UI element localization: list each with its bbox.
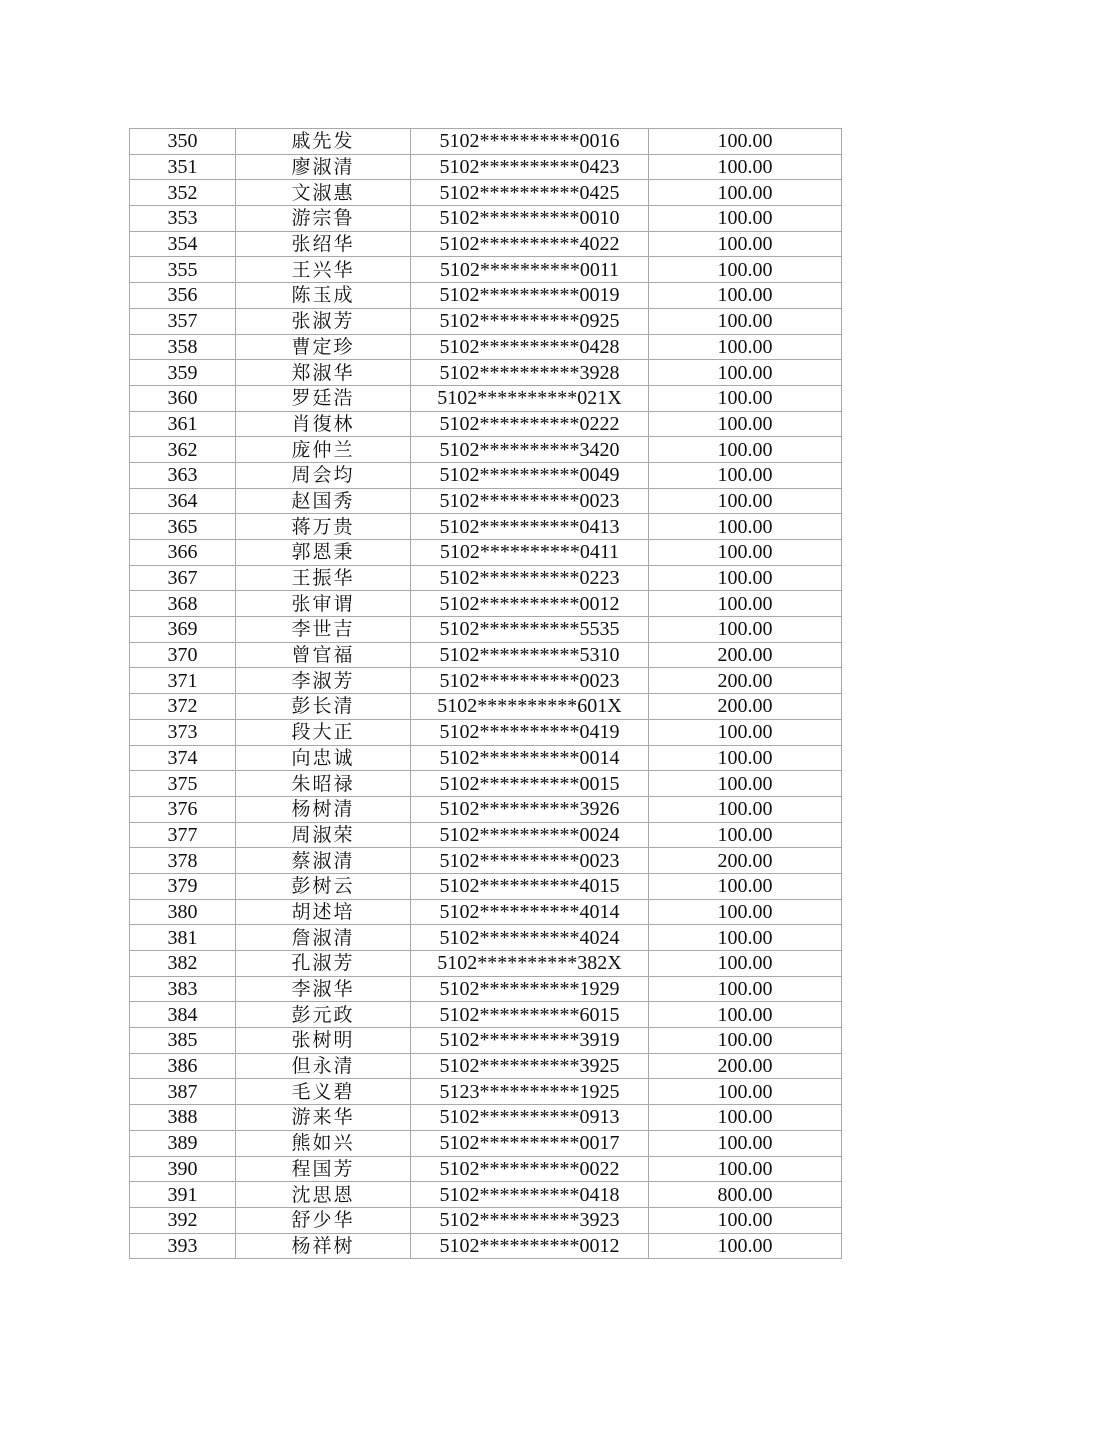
- table-row: [130, 411, 842, 437]
- records-body: [130, 129, 842, 1259]
- id-number-cell: 5102**********0014: [411, 745, 649, 771]
- amount-cell: 200.00: [649, 848, 842, 874]
- id-number-cell: 5102**********0222: [411, 411, 649, 437]
- table-row: [130, 617, 842, 643]
- row-number-cell: 366: [130, 540, 236, 566]
- id-number-cell: 5102**********5310: [411, 642, 649, 668]
- amount-cell: 100.00: [649, 617, 842, 643]
- row-number-cell: 380: [130, 899, 236, 925]
- amount-cell: 100.00: [649, 951, 842, 977]
- name-cell: 曹定珍: [236, 334, 411, 360]
- table-row: [130, 899, 842, 925]
- amount-cell: 100.00: [649, 231, 842, 257]
- table-row: [130, 437, 842, 463]
- table-row: [130, 642, 842, 668]
- row-number-cell: 354: [130, 231, 236, 257]
- row-number-cell: 372: [130, 694, 236, 720]
- amount-cell: 100.00: [649, 180, 842, 206]
- id-number-cell: 5102**********0015: [411, 771, 649, 797]
- name-cell: 蒋万贵: [236, 514, 411, 540]
- id-number-cell: 5102**********0022: [411, 1156, 649, 1182]
- table-row: [130, 694, 842, 720]
- name-cell: 游宗鲁: [236, 206, 411, 232]
- id-number-cell: 5102**********0023: [411, 488, 649, 514]
- name-cell: 朱昭禄: [236, 771, 411, 797]
- row-number-cell: 393: [130, 1233, 236, 1259]
- row-number-cell: 378: [130, 848, 236, 874]
- name-cell: 郭恩秉: [236, 540, 411, 566]
- id-number-cell: 5102**********0423: [411, 154, 649, 180]
- row-number-cell: 351: [130, 154, 236, 180]
- id-number-cell: 5102**********3923: [411, 1207, 649, 1233]
- row-number-cell: 361: [130, 411, 236, 437]
- table-row: [130, 976, 842, 1002]
- amount-cell: 100.00: [649, 206, 842, 232]
- id-number-cell: 5102**********021X: [411, 385, 649, 411]
- amount-cell: 100.00: [649, 899, 842, 925]
- id-number-cell: 5102**********0011: [411, 257, 649, 283]
- name-cell: 郑淑华: [236, 360, 411, 386]
- id-number-cell: 5123**********1925: [411, 1079, 649, 1105]
- row-number-cell: 369: [130, 617, 236, 643]
- table-row: [130, 385, 842, 411]
- row-number-cell: 359: [130, 360, 236, 386]
- table-row: [130, 514, 842, 540]
- amount-cell: 100.00: [649, 591, 842, 617]
- table-row: [130, 565, 842, 591]
- row-number-cell: 352: [130, 180, 236, 206]
- name-cell: 肖復林: [236, 411, 411, 437]
- table-row: [130, 334, 842, 360]
- row-number-cell: 388: [130, 1105, 236, 1131]
- name-cell: 彭长清: [236, 694, 411, 720]
- name-cell: 彭元政: [236, 1002, 411, 1028]
- amount-cell: 100.00: [649, 1156, 842, 1182]
- amount-cell: 200.00: [649, 694, 842, 720]
- row-number-cell: 357: [130, 308, 236, 334]
- amount-cell: 100.00: [649, 771, 842, 797]
- id-number-cell: 5102**********0023: [411, 848, 649, 874]
- id-number-cell: 5102**********0024: [411, 822, 649, 848]
- name-cell: 王振华: [236, 565, 411, 591]
- id-number-cell: 5102**********1929: [411, 976, 649, 1002]
- id-number-cell: 5102**********0017: [411, 1130, 649, 1156]
- id-number-cell: 5102**********0418: [411, 1182, 649, 1208]
- amount-cell: 100.00: [649, 745, 842, 771]
- id-number-cell: 5102**********3919: [411, 1028, 649, 1054]
- row-number-cell: 385: [130, 1028, 236, 1054]
- table-row: [130, 745, 842, 771]
- row-number-cell: 371: [130, 668, 236, 694]
- name-cell: 李世吉: [236, 617, 411, 643]
- name-cell: 沈思恩: [236, 1182, 411, 1208]
- amount-cell: 100.00: [649, 411, 842, 437]
- name-cell: 杨树清: [236, 796, 411, 822]
- id-number-cell: 5102**********0012: [411, 591, 649, 617]
- amount-cell: 100.00: [649, 1233, 842, 1259]
- table-row: [130, 951, 842, 977]
- id-number-cell: 5102**********4015: [411, 873, 649, 899]
- table-row: [130, 822, 842, 848]
- amount-cell: 100.00: [649, 822, 842, 848]
- amount-cell: 100.00: [649, 540, 842, 566]
- amount-cell: 200.00: [649, 642, 842, 668]
- records-table: [129, 128, 842, 1259]
- row-number-cell: 373: [130, 719, 236, 745]
- row-number-cell: 391: [130, 1182, 236, 1208]
- row-number-cell: 392: [130, 1207, 236, 1233]
- name-cell: 曾官福: [236, 642, 411, 668]
- id-number-cell: 5102**********3925: [411, 1053, 649, 1079]
- id-number-cell: 5102**********0019: [411, 283, 649, 309]
- amount-cell: 100.00: [649, 796, 842, 822]
- name-cell: 胡述培: [236, 899, 411, 925]
- amount-cell: 100.00: [649, 1105, 842, 1131]
- table-row: [130, 1182, 842, 1208]
- amount-cell: 100.00: [649, 129, 842, 155]
- id-number-cell: 5102**********4022: [411, 231, 649, 257]
- id-number-cell: 5102**********0411: [411, 540, 649, 566]
- id-number-cell: 5102**********5535: [411, 617, 649, 643]
- table-row: [130, 462, 842, 488]
- row-number-cell: 355: [130, 257, 236, 283]
- name-cell: 李淑芳: [236, 668, 411, 694]
- id-number-cell: 5102**********3926: [411, 796, 649, 822]
- table-row: [130, 360, 842, 386]
- name-cell: 毛义碧: [236, 1079, 411, 1105]
- id-number-cell: 5102**********0016: [411, 129, 649, 155]
- table-row: [130, 796, 842, 822]
- amount-cell: 100.00: [649, 360, 842, 386]
- id-number-cell: 5102**********0413: [411, 514, 649, 540]
- amount-cell: 100.00: [649, 1002, 842, 1028]
- amount-cell: 100.00: [649, 1079, 842, 1105]
- id-number-cell: 5102**********0010: [411, 206, 649, 232]
- row-number-cell: 379: [130, 873, 236, 899]
- row-number-cell: 384: [130, 1002, 236, 1028]
- row-number-cell: 362: [130, 437, 236, 463]
- name-cell: 戚先发: [236, 129, 411, 155]
- name-cell: 游来华: [236, 1105, 411, 1131]
- name-cell: 庞仲兰: [236, 437, 411, 463]
- table-row: [130, 154, 842, 180]
- table-row: [130, 308, 842, 334]
- row-number-cell: 358: [130, 334, 236, 360]
- name-cell: 陈玉成: [236, 283, 411, 309]
- table-row: [130, 283, 842, 309]
- amount-cell: 100.00: [649, 1028, 842, 1054]
- row-number-cell: 387: [130, 1079, 236, 1105]
- row-number-cell: 389: [130, 1130, 236, 1156]
- id-number-cell: 5102**********4024: [411, 925, 649, 951]
- name-cell: 孔淑芳: [236, 951, 411, 977]
- row-number-cell: 365: [130, 514, 236, 540]
- row-number-cell: 356: [130, 283, 236, 309]
- name-cell: 张淑芳: [236, 308, 411, 334]
- id-number-cell: 5102**********0428: [411, 334, 649, 360]
- table-row: [130, 848, 842, 874]
- row-number-cell: 368: [130, 591, 236, 617]
- name-cell: 罗廷浩: [236, 385, 411, 411]
- id-number-cell: 5102**********0049: [411, 462, 649, 488]
- table-row: [130, 925, 842, 951]
- amount-cell: 200.00: [649, 668, 842, 694]
- amount-cell: 100.00: [649, 514, 842, 540]
- id-number-cell: 5102**********0925: [411, 308, 649, 334]
- table-row: [130, 1156, 842, 1182]
- id-number-cell: 5102**********3420: [411, 437, 649, 463]
- name-cell: 段大正: [236, 719, 411, 745]
- table-row: [130, 206, 842, 232]
- table-row: [130, 257, 842, 283]
- table-row: [130, 668, 842, 694]
- id-number-cell: 5102**********6015: [411, 1002, 649, 1028]
- amount-cell: 100.00: [649, 308, 842, 334]
- name-cell: 杨祥树: [236, 1233, 411, 1259]
- table-row: [130, 1079, 842, 1105]
- name-cell: 廖淑清: [236, 154, 411, 180]
- row-number-cell: 381: [130, 925, 236, 951]
- row-number-cell: 374: [130, 745, 236, 771]
- table-row: [130, 873, 842, 899]
- amount-cell: 100.00: [649, 565, 842, 591]
- row-number-cell: 383: [130, 976, 236, 1002]
- name-cell: 程国芳: [236, 1156, 411, 1182]
- amount-cell: 100.00: [649, 257, 842, 283]
- name-cell: 但永清: [236, 1053, 411, 1079]
- id-number-cell: 5102**********0419: [411, 719, 649, 745]
- name-cell: 赵国秀: [236, 488, 411, 514]
- table-row: [130, 129, 842, 155]
- table-row: [130, 719, 842, 745]
- table-row: [130, 540, 842, 566]
- amount-cell: 100.00: [649, 976, 842, 1002]
- row-number-cell: 376: [130, 796, 236, 822]
- id-number-cell: 5102**********382X: [411, 951, 649, 977]
- name-cell: 张树明: [236, 1028, 411, 1054]
- table-row: [130, 591, 842, 617]
- row-number-cell: 390: [130, 1156, 236, 1182]
- row-number-cell: 360: [130, 385, 236, 411]
- id-number-cell: 5102**********0913: [411, 1105, 649, 1131]
- table-row: [130, 1207, 842, 1233]
- amount-cell: 100.00: [649, 154, 842, 180]
- id-number-cell: 5102**********601X: [411, 694, 649, 720]
- name-cell: 张审谓: [236, 591, 411, 617]
- table-row: [130, 1028, 842, 1054]
- id-number-cell: 5102**********0012: [411, 1233, 649, 1259]
- id-number-cell: 5102**********3928: [411, 360, 649, 386]
- name-cell: 詹淑清: [236, 925, 411, 951]
- id-number-cell: 5102**********0023: [411, 668, 649, 694]
- amount-cell: 100.00: [649, 437, 842, 463]
- row-number-cell: 375: [130, 771, 236, 797]
- amount-cell: 100.00: [649, 385, 842, 411]
- amount-cell: 100.00: [649, 334, 842, 360]
- row-number-cell: 350: [130, 129, 236, 155]
- row-number-cell: 364: [130, 488, 236, 514]
- name-cell: 李淑华: [236, 976, 411, 1002]
- row-number-cell: 367: [130, 565, 236, 591]
- amount-cell: 100.00: [649, 925, 842, 951]
- amount-cell: 100.00: [649, 1130, 842, 1156]
- name-cell: 王兴华: [236, 257, 411, 283]
- id-number-cell: 5102**********0223: [411, 565, 649, 591]
- row-number-cell: 370: [130, 642, 236, 668]
- table-row: [130, 771, 842, 797]
- name-cell: 熊如兴: [236, 1130, 411, 1156]
- table-row: [130, 1002, 842, 1028]
- amount-cell: 100.00: [649, 488, 842, 514]
- table-row: [130, 1233, 842, 1259]
- id-number-cell: 5102**********0425: [411, 180, 649, 206]
- table-row: [130, 180, 842, 206]
- amount-cell: 800.00: [649, 1182, 842, 1208]
- table-row: [130, 1130, 842, 1156]
- amount-cell: 200.00: [649, 1053, 842, 1079]
- row-number-cell: 363: [130, 462, 236, 488]
- name-cell: 张绍华: [236, 231, 411, 257]
- name-cell: 周会均: [236, 462, 411, 488]
- row-number-cell: 353: [130, 206, 236, 232]
- name-cell: 舒少华: [236, 1207, 411, 1233]
- amount-cell: 100.00: [649, 1207, 842, 1233]
- row-number-cell: 382: [130, 951, 236, 977]
- id-number-cell: 5102**********4014: [411, 899, 649, 925]
- table-row: [130, 1105, 842, 1131]
- table-row: [130, 488, 842, 514]
- name-cell: 向忠诚: [236, 745, 411, 771]
- name-cell: 文淑惠: [236, 180, 411, 206]
- amount-cell: 100.00: [649, 462, 842, 488]
- row-number-cell: 386: [130, 1053, 236, 1079]
- name-cell: 彭树云: [236, 873, 411, 899]
- name-cell: 蔡淑清: [236, 848, 411, 874]
- amount-cell: 100.00: [649, 283, 842, 309]
- amount-cell: 100.00: [649, 719, 842, 745]
- row-number-cell: 377: [130, 822, 236, 848]
- amount-cell: 100.00: [649, 873, 842, 899]
- table-row: [130, 1053, 842, 1079]
- table-row: [130, 231, 842, 257]
- name-cell: 周淑荣: [236, 822, 411, 848]
